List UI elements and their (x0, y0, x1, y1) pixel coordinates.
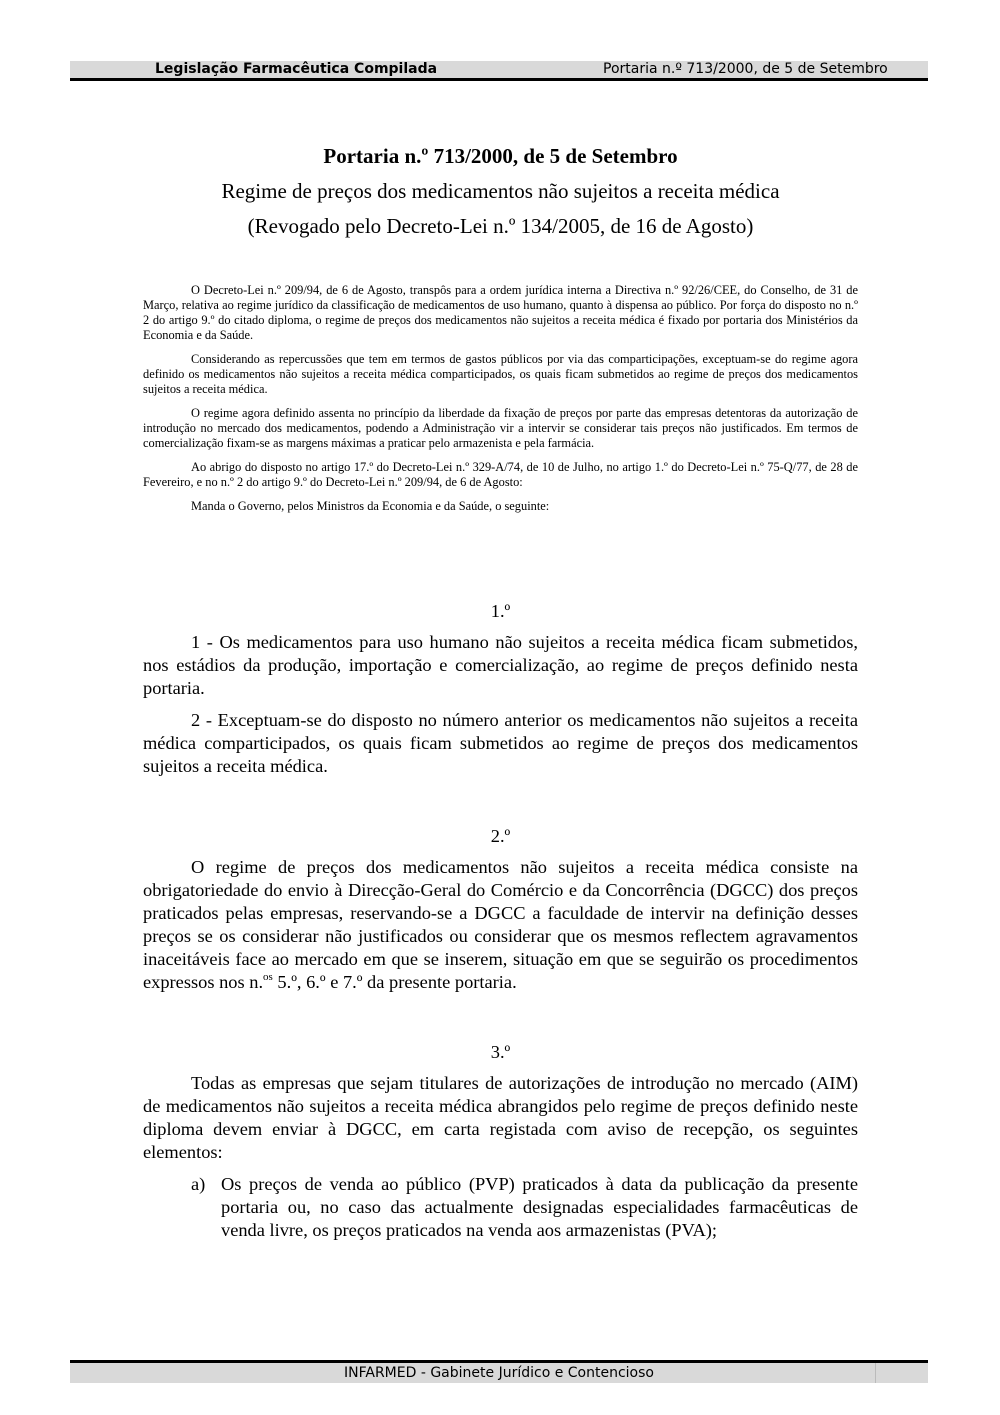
article-2-paragraph (143, 856, 858, 994)
article-2-superscript: os (263, 971, 273, 983)
running-header (70, 61, 928, 81)
preamble-paragraph: Considerando as repercussões que tem em termos de gastos públicos por via das comparticipações, exceptuam-se do regime agora definido os medicamentos não sujeitos a receita médica comparticipados, os quais ficam submetidos ao regime de preços dos medicamentos sujeitos a receita médica. (143, 352, 858, 396)
list-item-marker: a) (191, 1174, 206, 1194)
article-1-paragraph-1: 1 - Os medicamentos para uso humano não sujeitos a receita médica ficam submetidos, nos estádios da produção, importação e comercialização, ao regime de preços definido nesta portaria. (143, 632, 858, 698)
preamble-paragraph: Manda o Governo, pelos Ministros da Economia e da Saúde, o seguinte: (191, 499, 550, 513)
document-subtitle: Regime de preços dos medicamentos não sujeitos a receita médica (221, 179, 780, 203)
list-item (143, 1173, 858, 1242)
article-2-heading: 2.º (490, 826, 511, 846)
article-1-paragraph-2: 2 - Exceptuam-se do disposto no número anterior os medicamentos não sujeitos a receita médica comparticipados, os quais ficam submetidos ao regime de preços dos medicamentos sujeitos a receita médica. (143, 710, 858, 776)
article-2-text: O regime de preços dos medicamentos não sujeitos a receita médica consiste na obrigatoriedade do envio à Direcção-Geral do Comércio e da Concorrência (DGCC) dos preços praticados pelas empresas, reservando-se a DGCC a faculdade de intervir na definição desses preços se os considerar não justificados ou considerar que os mesmos reflectem agravamentos inaceitáveis face ao mercado em que se inserem, situação em que se seguirão os procedimentos expressos nos n. (143, 857, 858, 992)
preamble-paragraph: Ao abrigo do disposto no artigo 17.º do Decreto-Lei n.º 329-A/74, de 10 de Julho, no artigo 1.º do Decreto-Lei n.º 75-Q/77, de 28 de Fevereiro, e no n.º 2 do artigo 9.º do Decreto-Lei n.º 209/94, de 6 de Agosto: (143, 460, 858, 489)
footer-text: INFARMED - Gabinete Jurídico e Contencioso (344, 1365, 654, 1381)
article-1-heading: 1.º (490, 601, 511, 621)
preamble-paragraph: O Decreto-Lei n.º 209/94, de 6 de Agosto, transpôs para a ordem jurídica interna a Directiva n.º 92/26/CEE, do Conselho, de 31 de Março, relativa ao regime jurídico da classificação de medicamentos de uso humano, quanto à dispensa ao público. Por força do disposto no n.º 2 do artigo 9.º do citado diploma, o regime de preços dos medicamentos não sujeitos a receita médica é fixado por portaria dos Ministérios da Economia e da Saúde. (143, 283, 858, 342)
article-3-heading: 3.º (490, 1042, 511, 1062)
running-footer (70, 1360, 928, 1383)
revocation-note: (Revogado pelo Decreto-Lei n.º 134/2005, de 16 de Agosto) (247, 214, 754, 238)
article-2-text-end: 5.º, 6.º e 7.º da presente portaria. (272, 972, 517, 992)
articles (143, 600, 858, 1251)
preamble (143, 283, 858, 523)
preamble-paragraph: O regime agora definido assenta no princípio da liberdade da fixação de preços por parte das empresas detentoras da autorização de introdução no mercado dos medicamentos, podendo a Administração vir a intervir se considerar tais preços não justificados. Em termos de comercialização fixam-se as margens máximas a praticar pelo armazenista e pela farmácia. (143, 406, 858, 450)
article-3-paragraph: Todas as empresas que sejam titulares de autorizações de introdução no mercado (AIM) de medicamentos não sujeitos a receita médica abrangidos pelo regime de preços definido neste diploma devem enviar à DGCC, em carta registada com aviso de recepção, os seguintes elementos: (143, 1073, 858, 1162)
header-document-reference: Portaria n.º 713/2000, de 5 de Setembro (603, 61, 888, 77)
document-title-block (143, 143, 858, 239)
header-publication-title: Legislação Farmacêutica Compilada (155, 61, 438, 77)
list-item-text: Os preços de venda ao público (PVP) praticados à data da publicação da presente portaria ou, no caso das actualmente designadas especialidades farmacêuticas de venda livre, os preços praticados na venda aos armazenistas (PVA); (221, 1174, 858, 1240)
document-title: Portaria n.º 713/2000, de 5 de Setembro (323, 144, 678, 168)
